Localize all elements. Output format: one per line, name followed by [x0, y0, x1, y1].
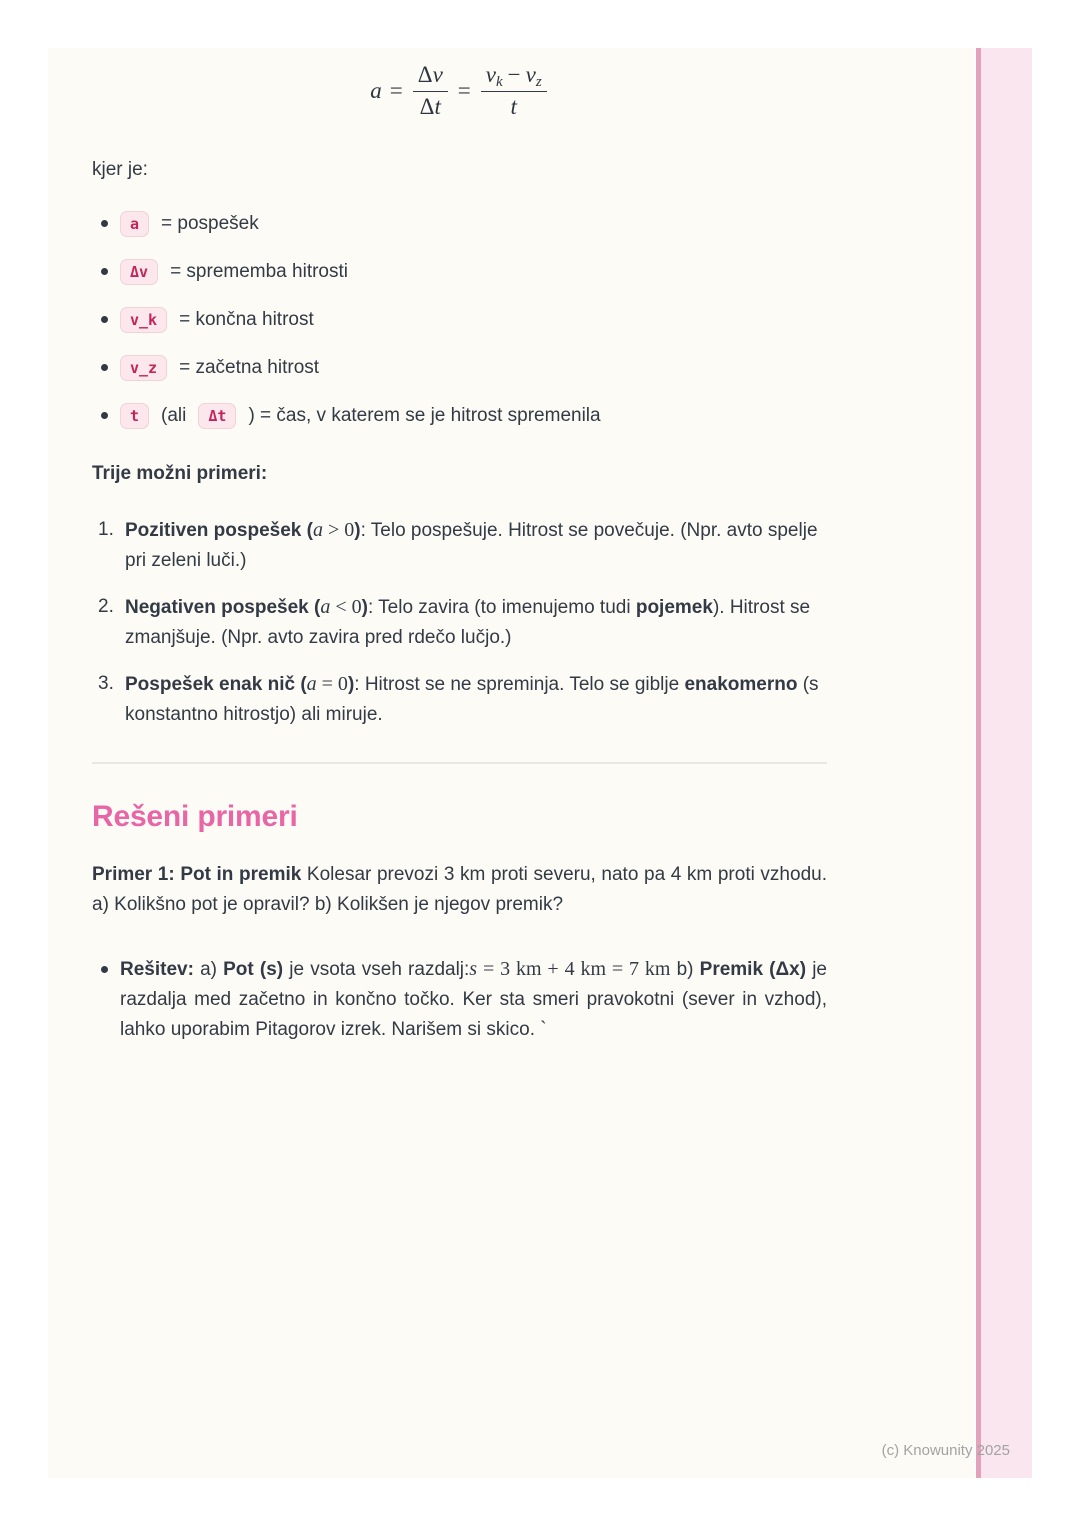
intro-text: kjer je: — [92, 158, 148, 180]
code-badge: Δt — [198, 403, 236, 430]
definition-row — [92, 305, 827, 335]
example-paragraph — [92, 860, 827, 920]
example-text: Kolesar prevozi 3 km proti severu, nato pa 4 km proti vzhodu. a) Kolikšno pot je opravil? b) Kolikšen je njegov premik? — [92, 863, 827, 915]
solution-bold: Pot (s) — [223, 958, 284, 980]
code-badge: t — [120, 403, 149, 430]
delta-symbol: Δ — [417, 62, 433, 87]
example-title: Primer 1: Pot in premik — [92, 863, 302, 885]
case-bold: ) — [361, 596, 368, 618]
case-body: : Telo pospešuje. Hitrost se povečuje. (Npr. avto spelje pri zeleni luči.) — [125, 519, 818, 571]
case-item-3 — [92, 669, 827, 730]
case-body: : Telo zavira (to imenujemo tudi — [367, 596, 636, 618]
equals-sign: = — [389, 78, 403, 104]
variable-definitions — [92, 209, 827, 431]
case-text — [125, 669, 827, 730]
solution-body: je razdalja med začetno in končno točko. Ker sta smeri pravokotni (sever in vzhod), lahko uporabim Pitagorov izrek. Narišem si skico. ` — [120, 958, 828, 1040]
list-number: 3. — [98, 672, 114, 694]
definition-text: = začetna hitrost — [179, 356, 320, 378]
math-var: a — [312, 518, 323, 541]
case-body: : Hitrost se ne spreminja. Telo se giblje — [354, 673, 685, 695]
document-content — [48, 48, 975, 1045]
case-bold: ) — [347, 673, 355, 695]
solution-bold: Rešitev: — [120, 958, 194, 980]
cases-list — [92, 515, 827, 730]
delta-symbol: Δ — [419, 94, 435, 120]
acceleration-formula — [92, 62, 827, 121]
case-body: ). Hitrost se zmanjšuje. (Npr. avto zavira pred rdečo lučjo.) — [125, 596, 811, 648]
definition-text: ) = čas, v katerem se je hitrost spremenila — [248, 404, 601, 426]
subscript-z: z — [535, 74, 542, 90]
case-bold: enakomerno — [684, 673, 798, 695]
case-bold: Negativen pospešek ( — [125, 596, 321, 618]
list-number: 1. — [98, 518, 114, 540]
bullet-dot — [101, 220, 108, 227]
solution-text — [120, 954, 827, 1045]
math-var: s — [469, 957, 478, 980]
solution-body: a) — [193, 958, 224, 980]
time-var: t — [510, 94, 517, 120]
definition-row — [92, 353, 827, 383]
math-expr: = 3 km + 4 km = 7 km — [477, 957, 671, 980]
subscript-k: k — [495, 74, 503, 90]
definition-row — [92, 209, 827, 239]
solution-bold: Premik (Δx) — [699, 958, 807, 980]
solved-examples-heading: Rešeni primeri — [92, 799, 298, 833]
bullet-dot — [101, 364, 108, 371]
definition-mid-text: (ali — [161, 404, 187, 426]
velocity-var: v — [525, 62, 536, 87]
bullet-dot — [101, 966, 108, 973]
fraction-dv-dt — [413, 62, 448, 121]
code-badge: a — [120, 211, 149, 238]
case-bold: ) — [354, 519, 361, 541]
definition-text: = pospešek — [161, 212, 259, 234]
math-var: a — [320, 595, 331, 618]
case-bold: pojemek — [635, 596, 713, 618]
definition-row — [92, 257, 827, 287]
case-bold: Pospešek enak nič ( — [125, 673, 307, 695]
time-var: t — [434, 94, 441, 120]
cases-heading: Trije možni primeri: — [92, 462, 268, 484]
code-badge: Δv — [120, 259, 158, 286]
code-badge: v_z — [120, 355, 167, 382]
section-divider — [92, 762, 827, 764]
definition-row-time — [92, 401, 827, 431]
copyright-footer: (c) Knowunity 2025 — [881, 1442, 1010, 1459]
math-expr: < 0 — [330, 595, 362, 618]
code-badge: v_k — [120, 307, 167, 334]
case-bold: Pozitiven pospešek ( — [125, 519, 313, 541]
math-expr: > 0 — [322, 518, 355, 541]
fraction-vk-vz-t — [481, 62, 547, 121]
case-text — [125, 515, 827, 576]
bullet-dot — [101, 412, 108, 419]
case-text — [125, 592, 827, 653]
case-item-2 — [92, 592, 827, 653]
math-var: a — [306, 672, 317, 695]
document-page — [48, 48, 975, 1478]
velocity-var: v — [432, 62, 443, 87]
page-accent-panel — [981, 48, 1032, 1478]
formula-lhs: a — [370, 78, 382, 104]
bullet-dot — [101, 316, 108, 323]
equals-sign: = — [457, 78, 471, 104]
case-item-1 — [92, 515, 827, 576]
definition-text: = končna hitrost — [179, 308, 314, 330]
minus-sign: − — [507, 62, 521, 87]
solution-body: je vsota vseh razdalj: — [283, 958, 470, 980]
solution-item — [92, 954, 827, 1045]
solution-body: b) — [670, 958, 700, 980]
definition-text: = sprememba hitrosti — [170, 260, 348, 282]
math-expr: = 0 — [316, 672, 348, 695]
velocity-var: v — [485, 62, 496, 87]
bullet-dot — [101, 268, 108, 275]
case-body: (s konstantno hitrostjo) ali miruje. — [125, 673, 819, 725]
list-number: 2. — [98, 595, 114, 617]
